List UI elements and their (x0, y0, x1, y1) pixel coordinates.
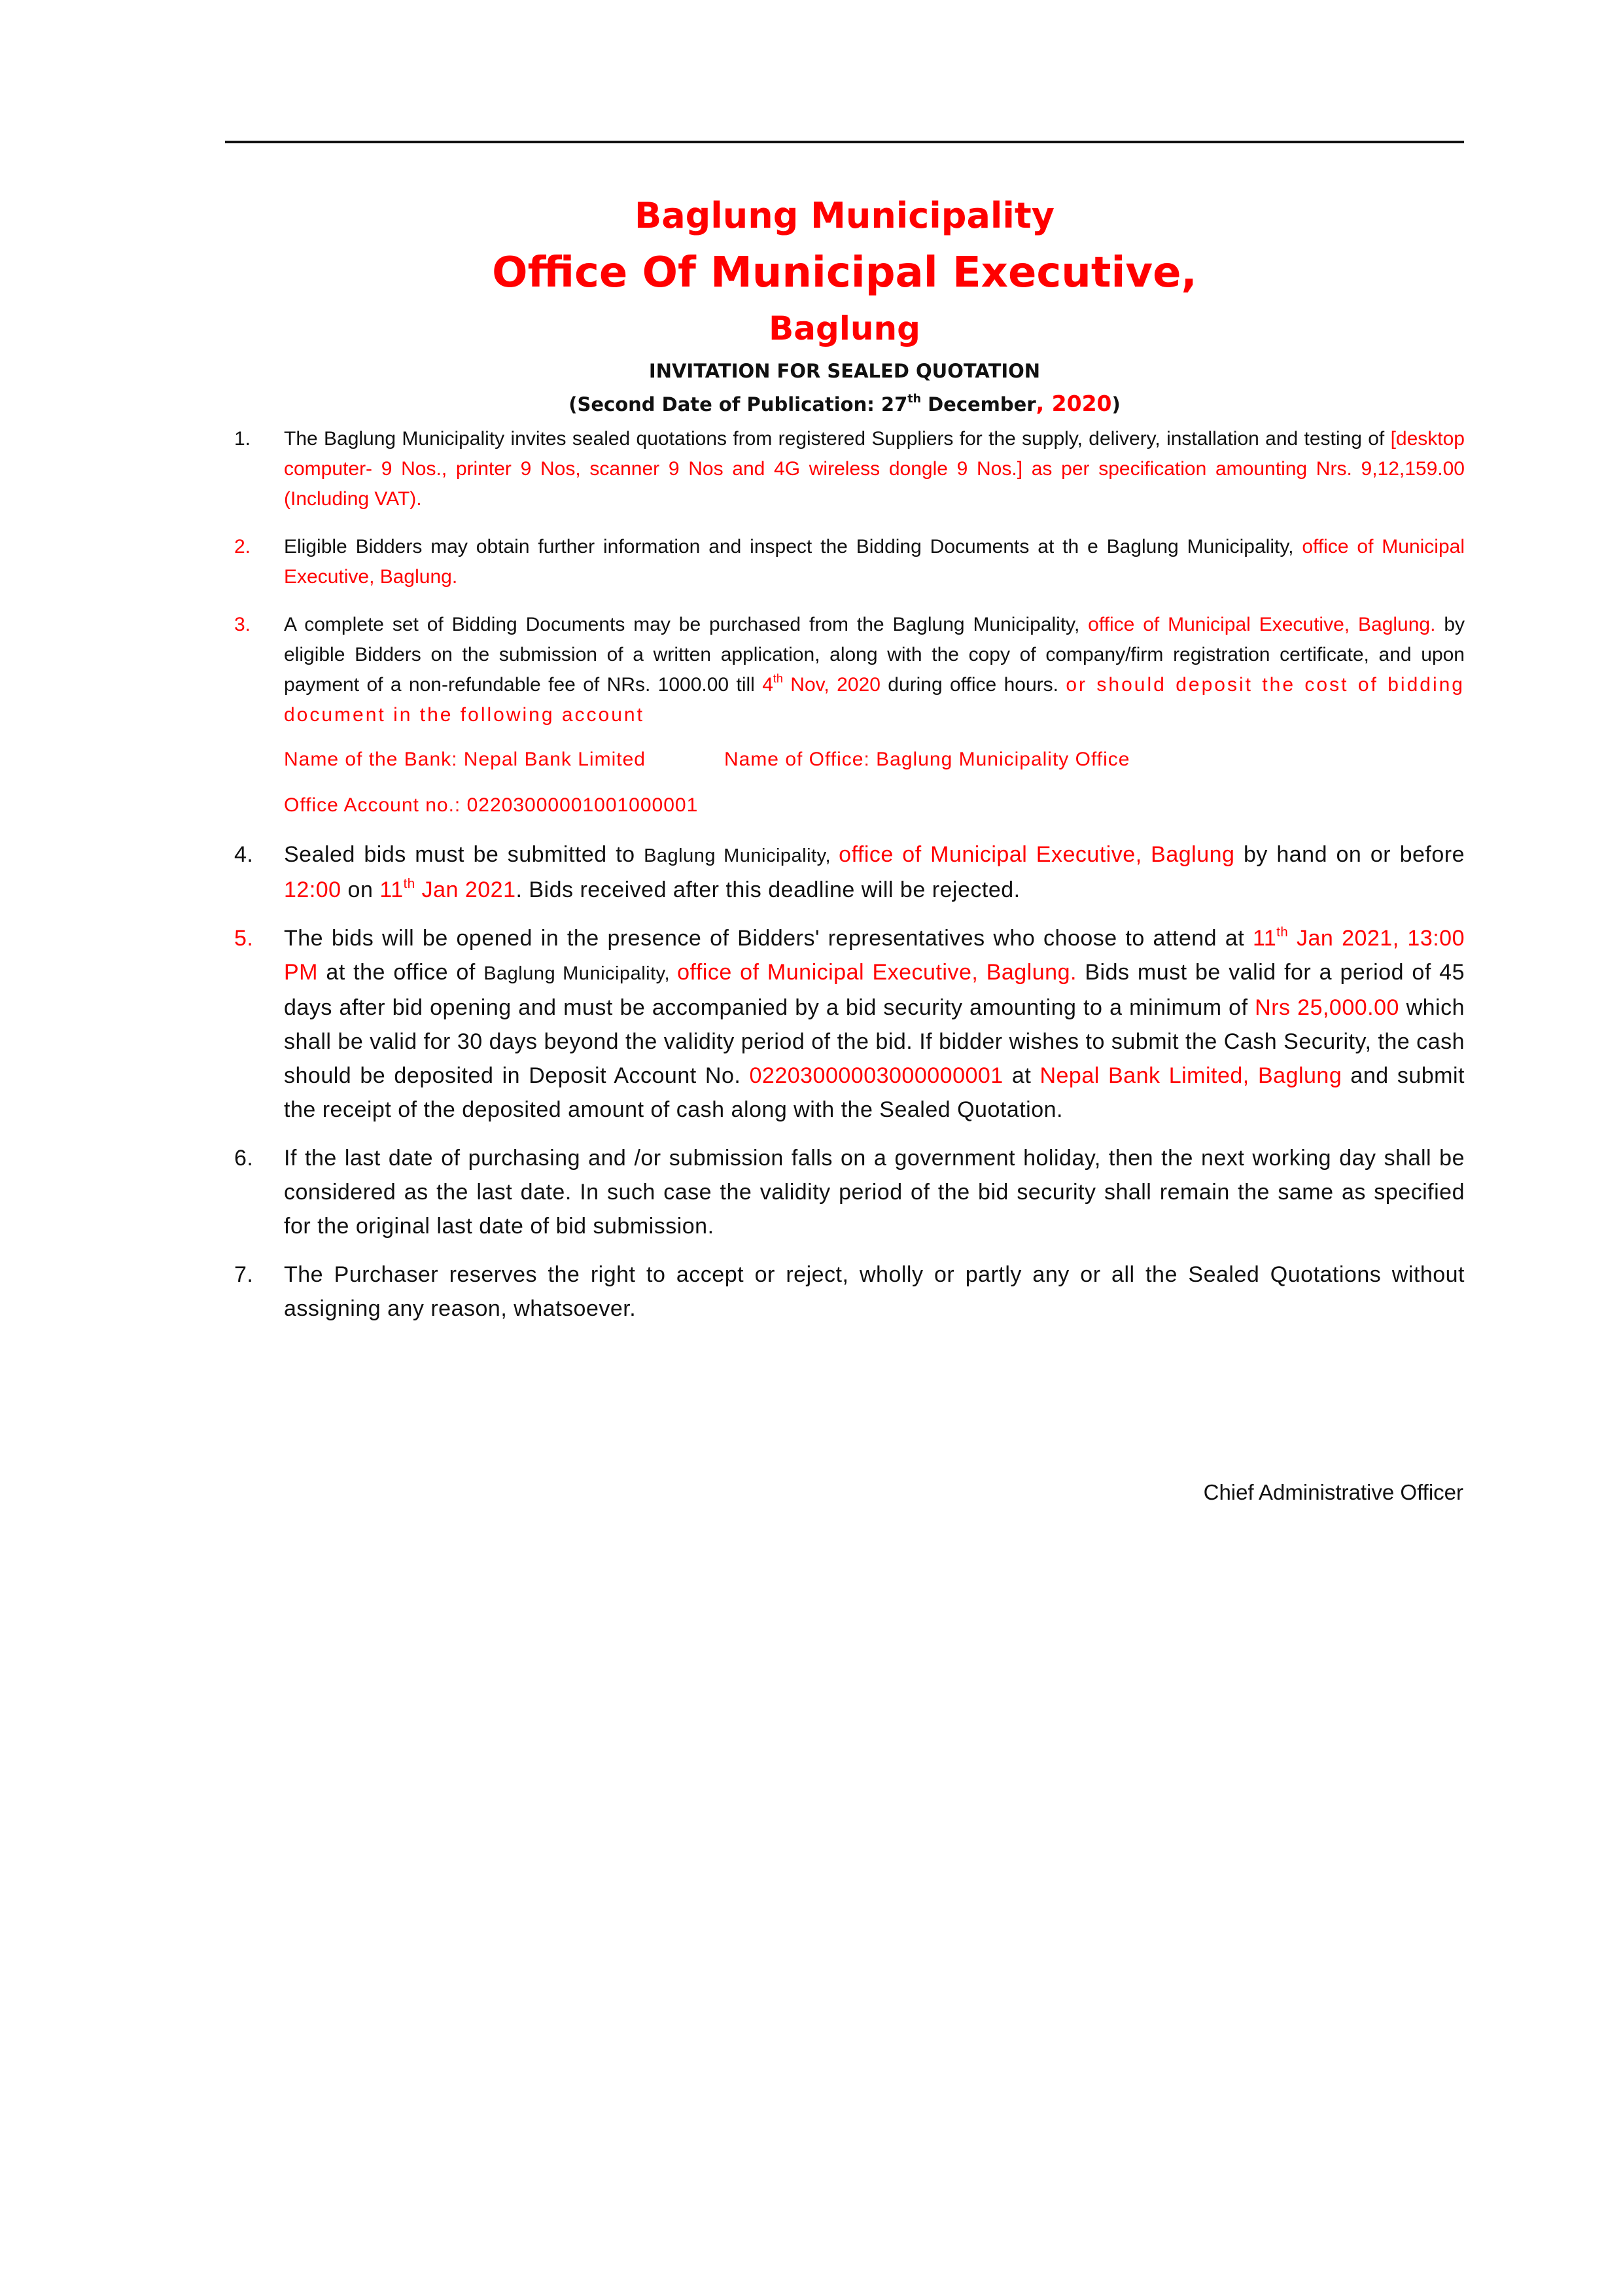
notice-item-7: 7. The Purchaser reserves the right to accept or reject, wholly or partly any or all the Sealed Quotations without assigning any reason, whatsoever. (225, 1258, 1465, 1326)
document-header (225, 190, 1464, 422)
notice-item-1: 1. The Baglung Municipality invites sealed quotations from registered Suppliers for the supply, delivery, installation and testing of [desktop computer- 9 Nos., printer 9 Nos, scanner 9 Nos and 4G wireless dongle 9 Nos.] as per specification amounting Nrs. 9,12,159.00 (Including VAT). (225, 424, 1465, 514)
office-account-number: Office Account no.: 02203000001001000001 (284, 794, 699, 816)
notice-item-4: 4. Sealed bids must be submitted to Baglung Municipality, office of Municipal Executive, Baglung by hand on or before 12:00 on 11th Jan 2021. Bids received after this deadline will be rejected. (225, 838, 1465, 907)
item-number: 5. (234, 926, 254, 951)
item-number: 3. (234, 614, 251, 635)
office-location: Baglung (769, 309, 920, 347)
notice-item-5: 5. The bids will be opened in the presence of Bidders' representatives who choose to attend at 11th Jan 2021, 13:00 PM at the office of Baglung Municipality, office of Municipal Executive, Baglung. Bids must be valid for a period of 45 days after bid opening and must be accompanied by a bid security amounting to a minimum of Nrs 25,000.00 which shall be valid for 30 days beyond the validity period of the bid. If bidder wishes to submit the Cash Security, the cash should be deposited in Deposit Account No. 02203000003000000001 at Nepal Bank Limited, Baglung and submit the receipt of the deposited amount of cash along with the Sealed Quotation. (225, 921, 1465, 1127)
notice-title: INVITATION FOR SEALED QUOTATION (648, 360, 1041, 382)
office-name: Office Of Municipal Executive, (492, 249, 1197, 297)
account-details (225, 790, 1465, 821)
office-name-value: Name of Office: Baglung Municipality Office (724, 749, 1130, 770)
bank-name: Name of the Bank: Nepal Bank Limited (284, 749, 646, 770)
notice-item-6: 6. If the last date of purchasing and /or submission falls on a government holiday, then the next working day shall be considered as the last date. In such case the validity period of the bid security shall remain the same as specified for the original last date of bid submission. (225, 1141, 1465, 1243)
publication-date: (Second Date of Publication: 27th December, 2020) (568, 391, 1121, 416)
bank-details (225, 745, 1465, 775)
item-number: 4. (234, 842, 254, 867)
notice-item-3: 3. A complete set of Bidding Documents may be purchased from the Baglung Municipality, office of Municipal Executive, Baglung. by eligible Bidders on the submission of a written application, along with the copy of company/firm registration certificate, and upon payment of a non-refundable fee of NRs. 1000.00 till 4th Nov, 2020 during office hours. or should deposit the cost of bidding document in the following account (225, 610, 1465, 730)
item-number: 2. (234, 536, 251, 557)
notice-items (225, 424, 1465, 1326)
item-number: 6. (234, 1146, 254, 1171)
top-rule (225, 141, 1464, 143)
item-number: 7. (234, 1262, 254, 1287)
signature-title: Chief Administrative Officer (1203, 1480, 1463, 1504)
item-number: 1. (234, 428, 251, 450)
notice-item-2: 2. Eligible Bidders may obtain further information and inspect the Bidding Documents at th e Baglung Municipality, office of Municipal Executive, Baglung. (225, 532, 1465, 592)
municipality-name: Baglung Municipality (635, 195, 1055, 236)
